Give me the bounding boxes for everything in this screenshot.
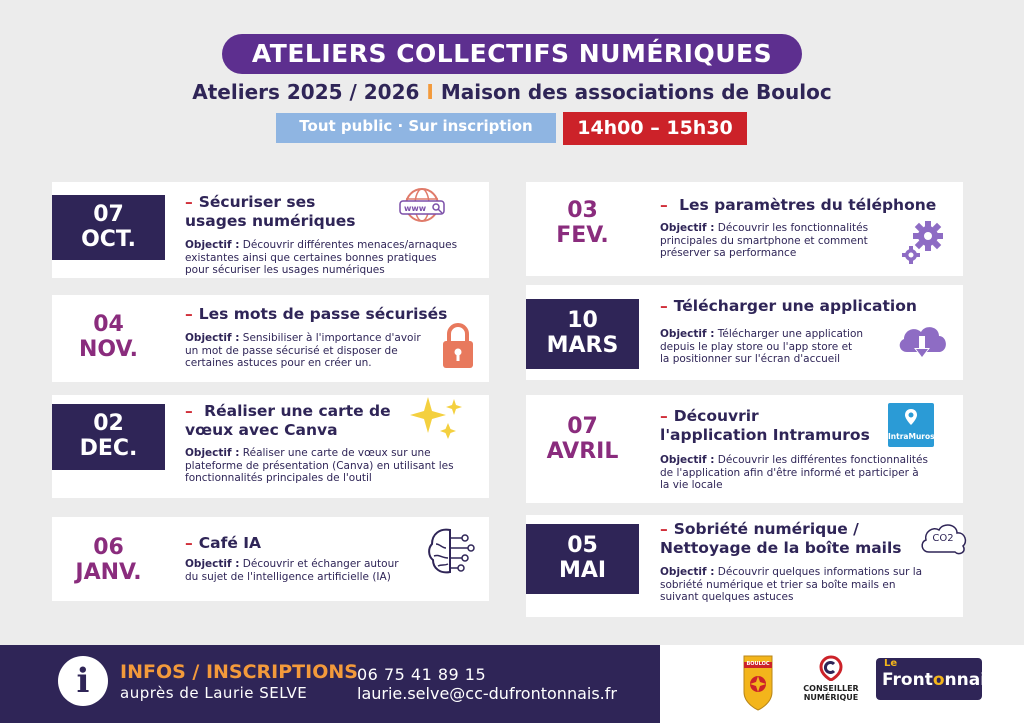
workshop-objective: Objectif : Télécharger une application depuis le play store ou l'app store et la positionner sur l'écran d'accueil <box>660 328 864 366</box>
page-subtitle <box>150 80 874 104</box>
date-badge-avril <box>526 414 639 469</box>
date-month: DEC. <box>79 436 138 462</box>
date-day: 10 <box>567 308 598 333</box>
conseiller-numerique-logo <box>800 655 862 715</box>
date-day: 02 <box>93 411 124 436</box>
date-month: MARS <box>546 333 619 359</box>
date-month: AVRIL <box>546 439 619 465</box>
bouloc-crest-logo <box>740 652 776 714</box>
date-badge-fev <box>526 198 639 253</box>
date-badge-janv <box>52 535 165 590</box>
workshop-objective: Objectif : Sensibiliser à l'importance d'avoir un mot de passe sécurisé et disposer de certaines astuces pour en créer un. <box>185 332 421 370</box>
crest-label: BOULOC <box>746 661 770 667</box>
map-pin-icon <box>888 403 934 433</box>
conseiller-label: CONSEILLER <box>803 684 859 693</box>
date-badge-mai <box>526 524 639 594</box>
info-icon: i <box>58 656 108 706</box>
date-day: 03 <box>567 198 598 223</box>
date-day: 06 <box>93 535 124 560</box>
frontonnais-name: Frontonnais <box>882 670 997 690</box>
gears-icon <box>898 218 946 266</box>
workshop-objective: Objectif : Découvrir les différentes fonctionnalités de l'application afin d'être informé et participer à la vie locale <box>660 454 928 492</box>
numerique-label: NUMÉRIQUE <box>803 692 859 702</box>
workshop-objective: Objectif : Découvrir les fonctionnalités principales du smartphone et comment préserver sa performance <box>660 222 869 260</box>
date-day: 07 <box>567 414 598 439</box>
date-month: MAI <box>558 558 607 584</box>
ai-brain-icon <box>424 524 476 580</box>
date-day: 04 <box>93 312 124 337</box>
workshop-title: – Sobriété numérique / Nettoyage de la boîte mails <box>660 520 902 557</box>
date-month: FEV. <box>556 223 609 249</box>
subtitle-separator: I <box>426 80 434 104</box>
web-search-icon <box>398 185 450 231</box>
workshop-objective: Objectif : Découvrir quelques informations sur la sobriété numérique et trier sa boîte mails en suivant quelques astuces <box>660 566 923 604</box>
date-month: OCT. <box>81 227 136 253</box>
frontonnais-le: Le <box>884 658 898 669</box>
info-subtitle: auprès de Laurie SELVE <box>120 684 308 702</box>
audience-badge: Tout public · Sur inscription <box>276 113 556 143</box>
intramuros-logo-text: IntraMuros <box>888 432 935 441</box>
co2-label: CO2 <box>932 533 954 544</box>
subtitle-years: Ateliers 2025 / 2026 <box>192 80 420 104</box>
info-title: INFOS / INSCRIPTIONS <box>120 661 358 683</box>
time-badge: 14h00 – 15h30 <box>563 112 747 145</box>
padlock-icon <box>440 320 476 370</box>
sparkles-icon <box>408 395 466 443</box>
date-day: 07 <box>93 202 124 227</box>
date-badge-oct <box>52 195 165 260</box>
workshop-title: – Réaliser une carte de vœux avec Canva <box>185 402 391 439</box>
date-badge-nov <box>52 312 165 367</box>
intramuros-logo-icon <box>888 403 934 447</box>
date-badge-mars <box>526 299 639 369</box>
svg-text:www: www <box>404 204 427 213</box>
date-badge-dec <box>52 404 165 470</box>
contact-email[interactable]: laurie.selve@cc-dufrontonnais.fr <box>357 684 617 703</box>
workshop-objective: Objectif : Découvrir différentes menaces/arnaques existantes ainsi que certaines bonnes pratiques pour sécuriser les usages numériques <box>185 239 458 277</box>
page-title: ATELIERS COLLECTIFS NUMÉRIQUES <box>222 34 802 74</box>
subtitle-venue: Maison des associations de Bouloc <box>440 80 832 104</box>
cloud-download-icon <box>895 320 951 362</box>
workshop-title: – Sécuriser ses usages numériques <box>185 193 356 230</box>
date-month: JANV. <box>75 560 142 586</box>
workshop-title: – Les mots de passe sécurisés <box>185 305 448 323</box>
date-day: 05 <box>567 533 598 558</box>
workshop-objective: Objectif : Découvrir et échanger autour du sujet de l'intelligence artificielle (IA) <box>185 558 399 583</box>
workshop-title: – Découvrir l'application Intramuros <box>660 407 870 444</box>
frontonnais-logo <box>876 658 997 700</box>
co2-cloud-icon <box>917 520 969 558</box>
workshop-title: – Café IA <box>185 534 261 552</box>
workshop-objective: Objectif : Réaliser une carte de vœux sur une plateforme de présentation (Canva) en utilisant les fonctionnalités principales de l'outil <box>185 447 454 485</box>
date-month: NOV. <box>78 337 139 363</box>
conseiller-numerique-mark-icon <box>818 655 844 681</box>
workshop-title: – Les paramètres du téléphone <box>660 196 937 214</box>
contact-phone[interactable]: 06 75 41 89 15 <box>357 665 487 684</box>
workshop-title: – Télécharger une application <box>660 297 917 315</box>
